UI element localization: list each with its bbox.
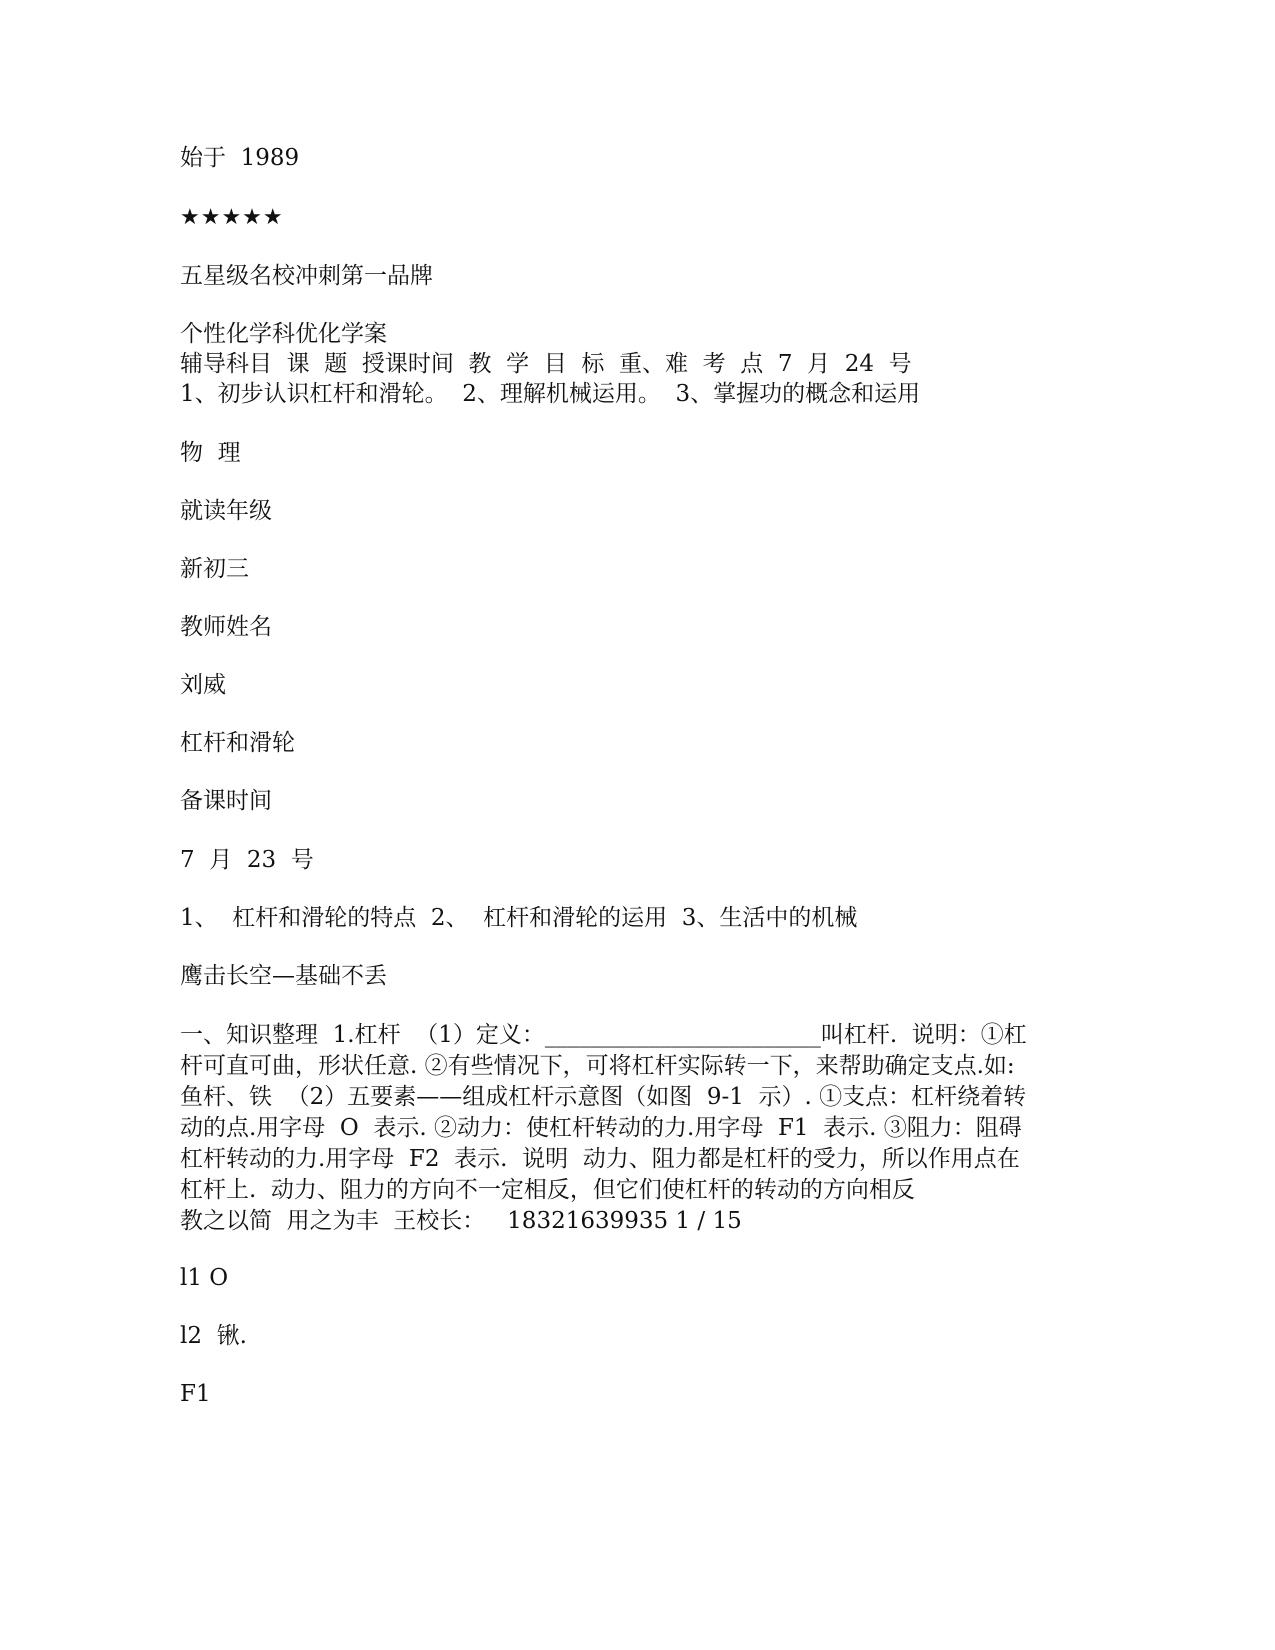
figure-label: l1 O: [180, 1265, 229, 1291]
teaching-objectives: 1、初步认识杠杆和滑轮。 2、理解机械运用。 3、掌握功的概念和运用: [180, 381, 921, 407]
prep-time-label: 备课时间: [180, 788, 272, 814]
grade-value: 新初三: [180, 556, 249, 582]
paragraph-line: 杠杆转动的力.用字母 F2 表示. 说明 动力、阻力都是杠杆的受力，所以作用点在: [180, 1146, 1020, 1172]
since-year: 始于 1989: [180, 145, 300, 171]
prep-time-value: 7 月 23 号: [180, 847, 314, 873]
paragraph-line: 杠杆上. 动力、阻力的方向不一定相反，但它们使杠杆的转动的方向相反: [180, 1177, 915, 1203]
lesson-topic: 杠杆和滑轮: [180, 730, 295, 756]
grade-label: 就读年级: [180, 498, 272, 524]
page-footer: 教之以简 用之为丰 王校长： 18321639935 1 / 15: [180, 1208, 742, 1234]
five-star-rating: ★★★★★: [180, 205, 284, 230]
paragraph-line: 动的点.用字母 O 表示. ②动力：使杠杆转动的力.用字母 F1 表示. ③阻力：阻碍: [180, 1115, 1022, 1141]
brand-slogan: 五星级名校冲刺第一品牌: [180, 263, 433, 289]
section-title: 鹰击长空—基础不丢: [180, 963, 387, 989]
teacher-label: 教师姓名: [180, 614, 272, 640]
paragraph-line: 杆可直可曲，形状任意. ②有些情况下，可将杠杆实际转一下，来帮助确定支点.如:: [180, 1053, 1015, 1079]
paragraph-line: 一、知识整理 1.杠杆 （1）定义：________________________叫杠杆. 说明：①杠: [180, 1022, 1027, 1048]
key-points: 1、 杠杆和滑轮的特点 2、 杠杆和滑轮的运用 3、生活中的机械: [180, 905, 858, 931]
table-header-row: 辅导科目 课 题 授课时间 教 学 目 标 重、难 考 点 7 月 24 号: [180, 351, 912, 377]
paragraph-line: 鱼杆、铁 （2）五要素——组成杠杆示意图（如图 9-1 示）. ①支点：杠杆绕着转: [180, 1084, 1027, 1110]
subject-value: 物 理: [180, 440, 241, 466]
figure-label: l2 锹.: [180, 1323, 247, 1349]
teacher-value: 刘威: [180, 672, 226, 698]
document-title: 个性化学科优化学案: [180, 321, 387, 347]
figure-label: F1: [180, 1381, 211, 1407]
